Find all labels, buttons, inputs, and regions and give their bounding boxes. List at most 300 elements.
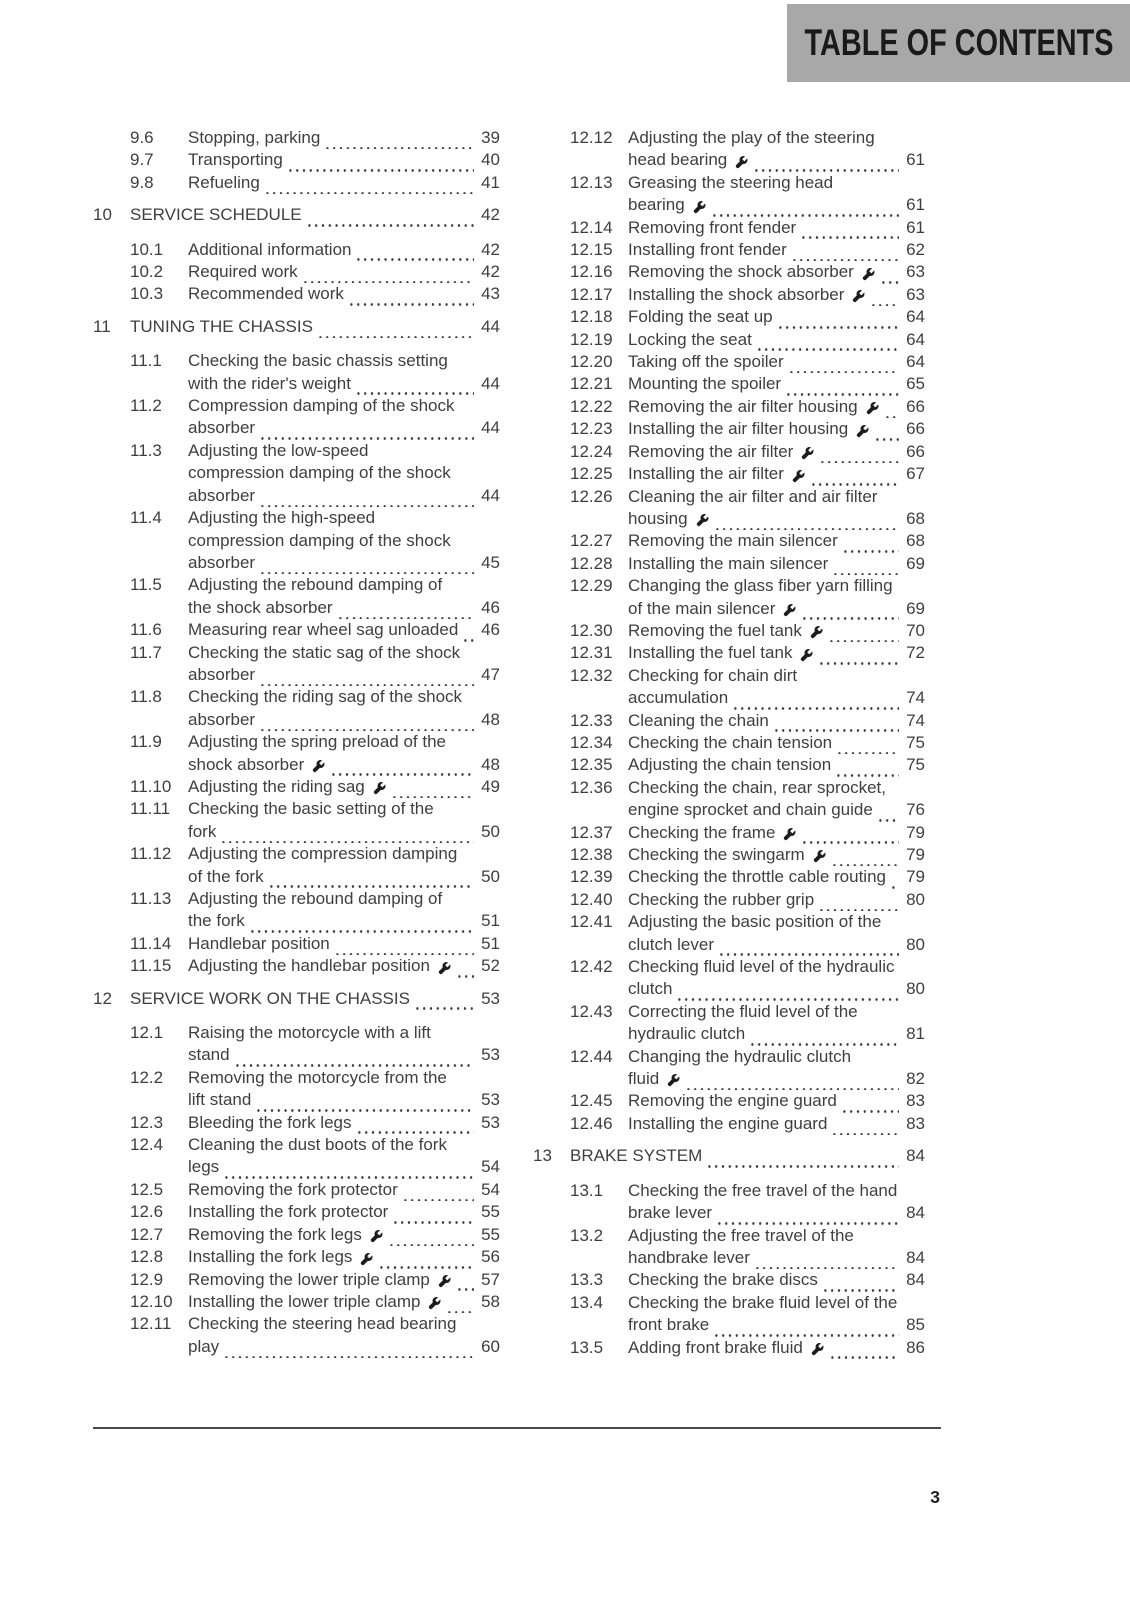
toc-entry-line [188,283,500,305]
toc-entry-page: 80 [906,979,925,999]
toc-entry-title: of the main silencer [628,598,776,618]
toc-entry-page: 42 [481,262,500,282]
toc-entry-number: 12.45 [570,1091,613,1111]
toc-entry-page: 51 [481,933,500,953]
toc-entry-line [188,1201,500,1223]
toc-entry-title: Removing the fork protector [188,1179,398,1199]
toc-entry-number: 11.2 [130,396,162,416]
wrench-icon [690,200,707,216]
toc-entry-number: 12.18 [570,307,613,327]
toc-entry-number: 11.15 [130,956,172,976]
toc-entry-title: Installing the main silencer [628,553,829,573]
toc-entry-line [188,664,500,686]
toc-entry-body [628,239,925,261]
toc-entry-page: 76 [906,800,925,820]
toc-entry-title: legs [188,1157,220,1177]
toc-entry-body [628,1180,925,1225]
toc-entry-line [188,798,500,820]
toc-entry-body [188,933,500,955]
wrench-icon [859,267,876,283]
toc-entry [533,441,925,463]
toc-entry-line [188,821,500,843]
toc-entry-line [628,799,925,821]
toc-entry [533,418,925,440]
toc-entry-page: 79 [906,822,925,842]
toc-entry-line [628,1269,925,1291]
dot-leader [713,1325,899,1337]
toc-entry [93,1246,500,1268]
toc-entry-page: 80 [906,889,925,909]
toc-entry-line [628,754,925,776]
dot-leader [388,1234,474,1246]
toc-entry-line [188,1044,500,1066]
toc-entry-title: Adjusting the spring preload of the [188,732,447,752]
toc-entry-number: 12.17 [570,284,613,304]
toc-entry-number: 10 [93,205,112,225]
toc-entry-page: 45 [481,552,500,572]
toc-entry-body [188,574,500,619]
toc-entry-page: 74 [906,688,925,708]
toc-entry-line [628,1068,925,1090]
toc-entry-number: 12.12 [570,128,613,147]
wrench-icon [367,1229,384,1245]
toc-entry-title: play [188,1336,220,1356]
toc-entry-line [188,530,500,552]
toc-entry-line [628,620,925,642]
toc-entry-body [628,486,925,531]
toc-entry-line [188,776,500,798]
toc-entry-line [628,127,925,149]
toc-entry-number: 12.37 [570,822,613,842]
toc-entry-title: engine sprocket and chain guide [628,800,873,820]
toc-entry-title: Removing the shock absorber [628,262,854,282]
page-header [787,4,1130,82]
toc-entry-body [628,127,925,172]
toc-entry [533,642,925,664]
toc-entry-body [628,665,925,710]
toc-entry-body [628,1269,925,1291]
toc-entry-line [188,395,500,417]
dot-leader [234,1055,474,1067]
toc-entry-number: 9.7 [130,150,154,170]
toc-entry-title: Taking off the spoiler [628,352,784,372]
toc-entry-title: Measuring rear wheel sag unloaded [188,620,459,640]
toc-entry [93,1067,500,1112]
toc-entry [93,686,500,731]
toc-entry [533,575,925,620]
toc-entry-number: 10.3 [130,284,164,304]
toc-entry [93,731,500,776]
toc-entry-line [628,1225,925,1247]
toc-entry [533,486,925,531]
toc-entry-line [628,1023,925,1045]
toc-entry-page: 43 [481,284,500,304]
toc-entry-number: 12.6 [130,1202,164,1222]
dot-leader [334,943,474,955]
toc-entry-page: 49 [481,776,500,796]
toc-entry [93,1313,500,1358]
toc-entry-page: 68 [906,531,925,551]
toc-entry-page: 66 [906,441,925,461]
toc-entry-page: 83 [906,1091,925,1111]
toc-entry-page: 53 [481,1090,500,1110]
toc-entry-title: absorber [188,418,256,438]
dot-leader [890,877,899,889]
toc-entry-body [188,261,500,283]
toc-entry-page: 55 [481,1224,500,1244]
toc-entry-line [188,1156,500,1178]
toc-entry-title: Recommended work [188,284,344,304]
toc-entry-line [628,1046,925,1068]
toc-entry-body [628,1090,925,1112]
toc-entry-body [188,798,500,843]
toc-entry-body [188,350,500,395]
toc-entry-line [188,417,500,439]
toc-entry-line [628,306,925,328]
toc-entry-number: 12.10 [130,1291,173,1311]
dot-leader [870,294,899,306]
toc-entry [533,1145,925,1167]
toc-entry [533,239,925,261]
toc-entry-title: shock absorber [188,754,305,774]
toc-entry-body [628,1225,925,1270]
toc-entry [533,777,925,822]
toc-entry [533,1001,925,1046]
toc-entry-body [188,149,500,171]
dot-leader [842,541,899,553]
toc-entry-title: Adjusting the compression damping [188,844,458,864]
toc-entry-title: with the rider's weight [188,373,351,393]
toc-entry-title: Bleeding the fork legs [188,1112,352,1132]
toc-entry-line [188,485,500,507]
dot-leader [884,406,899,418]
toc-entry-number: 12.9 [130,1269,164,1289]
toc-entry [93,574,500,619]
dot-leader [330,764,474,776]
toc-entry-title: Mounting the spoiler [628,374,782,394]
toc-entry [533,463,925,485]
toc-entry-body [188,1067,500,1112]
toc-entry-page: 74 [906,710,925,730]
toc-entry-page: 75 [906,732,925,752]
toc-entry-title: Greasing the steering head [628,172,834,192]
toc-entry-body [628,217,925,239]
dot-leader [223,1167,474,1179]
toc-entry-title: brake lever [628,1203,713,1223]
dot-leader [819,451,899,463]
footer-rule [93,1427,941,1429]
toc-entry-number: 12.15 [570,240,613,260]
toc-entry-line [628,486,925,508]
toc-entry-body [188,127,500,149]
toc-entry-title: SERVICE WORK ON THE CHASSIS [130,988,410,1008]
toc-entry-line [628,1180,925,1202]
toc-entry [533,373,925,395]
toc-entry-line [188,619,500,641]
toc-entry-title: Raising the motorcycle with a lift [188,1023,431,1043]
toc-entry [93,776,500,798]
toc-entry-page: 39 [481,128,500,147]
dot-leader [306,215,474,227]
toc-entry-title: Locking the seat [628,329,752,349]
toc-entry-title: clutch lever [628,934,714,954]
toc-entry-number: 13.3 [570,1270,604,1290]
toc-entry-line [188,866,500,888]
toc-entry-number: 12.2 [130,1067,164,1087]
toc-entry-title: Required work [188,262,298,282]
dot-leader [223,1346,474,1358]
toc-entry-number: 10.2 [130,262,164,282]
dot-leader [264,182,474,194]
dot-leader [754,1257,899,1269]
toc-entry-page: 84 [906,1146,925,1166]
toc-entry-line [188,127,500,149]
toc-entry-body [188,283,500,305]
toc-entry-line [188,239,500,261]
wrench-icon [789,469,806,485]
toc-entry-page: 79 [906,845,925,864]
toc-entry-body [628,306,925,328]
toc-entry-number: 12.28 [570,553,613,573]
dot-leader [877,810,899,822]
toc-entry-number: 12.14 [570,217,613,237]
toc-entry-line [188,552,500,574]
toc-entry-title: absorber [188,664,256,684]
toc-entry-page: 63 [906,284,925,304]
toc-entry-page: 53 [481,1112,500,1132]
toc-entry-number: 11.5 [130,575,162,595]
toc-entry-body [188,642,500,687]
toc-entry-page: 57 [481,1269,500,1289]
dot-leader [348,294,474,306]
toc-entry-number: 11.12 [130,844,172,864]
toc-entry-title: lift stand [188,1090,252,1110]
toc-entry-page: 56 [481,1247,500,1267]
toc-entry-number: 12.39 [570,867,613,887]
toc-entry-body [628,710,925,732]
toc-entry-title: Adjusting the rebound damping of [188,575,443,595]
toc-entry-body [628,1113,925,1135]
toc-entry [533,866,925,888]
toc-entry-number: 12.32 [570,665,613,685]
toc-entry-page: 61 [906,195,925,215]
toc-entry-page: 66 [906,396,925,416]
toc-entry-body [188,440,500,507]
toc-entry-title: Changing the hydraulic clutch [628,1046,852,1066]
toc-entry-number: 12.5 [130,1179,164,1199]
dot-leader [685,1078,899,1090]
toc-entry-body [188,1246,500,1268]
toc-entry-line [188,507,500,529]
toc-entry-number: 11.13 [130,889,172,908]
toc-entry [93,204,500,226]
dot-leader [462,630,474,642]
toc-entry-line [188,754,500,776]
toc-entry-title: Installing the fork legs [188,1247,353,1267]
toc-entry-title: Removing the lower triple clamp [188,1269,430,1289]
toc-entry-title: Checking the basic setting of the [188,799,434,819]
toc-entry-number: 9.8 [130,172,154,192]
toc-entry [533,1225,925,1270]
toc-entry-number: 12.8 [130,1247,164,1267]
toc-entry-line [628,194,925,216]
toc-entry-title: Removing the motorcycle from the [188,1067,447,1087]
toc-entry [533,1292,925,1337]
toc-entry-number: 13.4 [570,1292,604,1312]
dot-leader [829,1347,899,1359]
toc-entry-body [188,1201,500,1223]
toc-entry-page: 66 [906,419,925,439]
toc-entry-body [188,1112,500,1134]
dot-leader [249,921,474,933]
toc-entry-title: Folding the seat up [628,307,773,327]
toc-entry-title: SERVICE SCHEDULE [130,205,302,225]
toc-entry-line [628,373,925,395]
toc-entry-title: Changing the glass fiber yarn filling [628,576,893,596]
toc-entry-line [628,1337,925,1359]
wrench-icon [853,424,870,440]
toc-entry-title: Handlebar position [188,933,330,953]
toc-entry-number: 12.34 [570,732,613,752]
toc-entry-line [628,530,925,552]
toc-entry-title: Correcting the fluid level of the [628,1001,858,1021]
toc-entry-line [130,988,500,1010]
dot-leader [822,1280,899,1292]
toc-entry-title: Transporting [188,150,283,170]
toc-entry-title: Installing the air filter [628,464,784,484]
dot-leader [302,271,474,283]
toc-entry [93,988,500,1010]
toc-entry-line [628,396,925,418]
dot-leader [268,876,474,888]
toc-entry [533,956,925,1001]
toc-entry-body [188,507,500,574]
toc-entry-title: head bearing [628,150,728,170]
toc-entry [533,1269,925,1291]
toc-entry-title: front brake [628,1315,710,1335]
toc-entry-body [628,911,925,956]
toc-entry-title: Adjusting the chain tension [628,755,832,775]
page-title: TABLE OF CONTENTS [804,22,1113,63]
toc-entry-title: Removing the engine guard [628,1091,837,1111]
toc-entry [93,239,500,261]
toc-entry-body [188,731,500,776]
toc-entry-title: Checking the riding sag of the shock [188,687,463,707]
wrench-icon [798,446,815,462]
toc-entry [93,1224,500,1246]
toc-entry-number: 12.27 [570,531,613,551]
toc-entry-page: 42 [481,239,500,259]
dot-leader [259,674,474,686]
toc-entry-line [628,934,925,956]
toc-entry [93,283,500,305]
toc-entry-line [628,149,925,171]
dot-leader [355,249,474,261]
toc-entry-number: 12.42 [570,957,613,977]
toc-entry-number: 13.5 [570,1337,604,1357]
toc-entry-number: 12.13 [570,172,613,192]
toc-entry-page: 61 [906,150,925,170]
dot-leader [880,272,899,284]
dot-leader [414,998,474,1010]
toc-entry-number: 12.22 [570,396,613,416]
toc-entry-title: Checking the static sag of the shock [188,642,461,662]
toc-entry [533,261,925,283]
toc-entry-page: 72 [906,643,925,663]
toc-entry-line [188,1313,500,1335]
toc-entry-number: 12.36 [570,777,613,797]
toc-entry-number: 12.40 [570,889,613,909]
toc-entry [533,1337,925,1359]
toc-entry-number: 12.33 [570,710,613,730]
toc-entry-number: 13.1 [570,1180,604,1200]
toc-entry-body [628,396,925,418]
wrench-icon [810,849,827,865]
toc-entry [533,396,925,418]
toc-entry-line [188,888,500,910]
dot-leader [791,249,899,261]
dot-leader [749,1034,899,1046]
toc-entry-body [628,329,925,351]
toc-entry-line [188,843,500,865]
toc-entry-body [628,441,925,463]
toc-entry-number: 9.6 [130,128,154,147]
toc-entry-number: 12.7 [130,1224,164,1244]
toc-entry-title: Adjusting the free travel of the [628,1225,854,1245]
toc-entry-page: 84 [906,1270,925,1290]
wrench-icon [309,759,326,775]
toc-entry-title: the fork [188,911,245,931]
dot-leader [810,474,899,486]
toc-entry-number: 12.3 [130,1112,164,1132]
toc-entry [93,1269,500,1291]
toc-entry-page: 75 [906,755,925,775]
toc-entry-page: 61 [906,217,925,237]
toc-entry-page: 82 [906,1069,925,1089]
toc-entry-title: Checking the brake discs [628,1270,818,1290]
toc-entry-line [188,1067,500,1089]
toc-entry-title: Checking the steering head bearing [188,1314,457,1334]
toc-entry-page: 81 [906,1024,925,1044]
toc-entry-page: 54 [481,1179,500,1199]
toc-entry-title: compression damping of the shock [188,530,451,550]
toc-entry-body [628,172,925,217]
toc-entry [93,1179,500,1201]
dot-leader [402,1189,474,1201]
toc-entry-page: 41 [481,172,500,192]
toc-entry-number: 12.24 [570,441,613,461]
toc-entry-page: 53 [481,1045,500,1065]
dot-leader [392,1212,474,1224]
toc-entry-line [628,239,925,261]
toc-entry-line [628,687,925,709]
toc-entry-title: the shock absorber [188,597,333,617]
dot-leader [785,384,899,396]
toc-entry-number: 10.1 [130,239,164,259]
toc-entry-page: 64 [906,307,925,327]
toc-entry-line [628,710,925,732]
wrench-icon [849,289,866,305]
toc-entry-line [628,642,925,664]
toc-entry-title: absorber [188,709,256,729]
toc-entry [93,149,500,171]
toc-entry-line [628,822,925,844]
toc-entry [93,798,500,843]
toc-entry-body [628,889,925,911]
toc-entry-body [188,395,500,440]
dot-leader [378,1257,474,1269]
toc-entry [93,619,500,641]
